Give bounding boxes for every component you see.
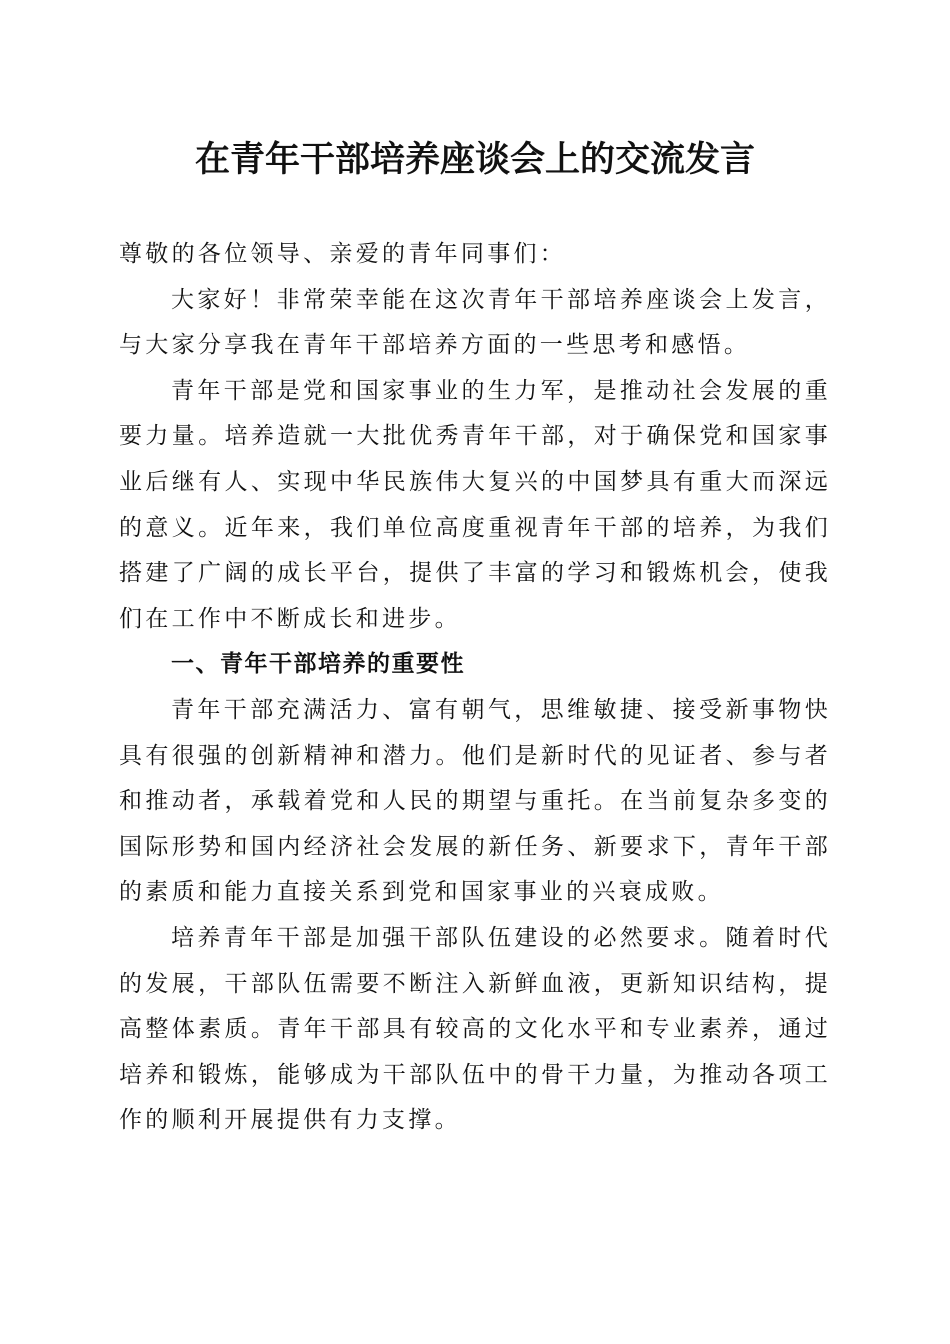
section-heading-importance: 一、青年干部培养的重要性	[171, 651, 465, 678]
document-body	[119, 232, 831, 1144]
salutation: 尊敬的各位领导、亲爱的青年同事们：	[119, 241, 567, 267]
paragraph-youth-qualities: 青年干部充满活力、富有朝气，思维敏捷、接受新事物快具有很强的创新精神和潜力。他们是新时代的见证者、参与者和推动者，承载着党和人民的期望与重托。在当前复杂多变的国际形势和国内经济社会发展的新任务、新要求下，青年干部的素质和能力直接关系到党和国家事业的兴衰成败。	[119, 696, 831, 906]
paragraph-team-building: 培养青年干部是加强干部队伍建设的必然要求。随着时代的发展，干部队伍需要不断注入新鲜血液，更新知识结构，提高整体素质。青年干部具有较高的文化水平和专业素养，通过培养和锻炼，能够成为干部队伍中的骨干力量，为推动各项工作的顺利开展提供有力支撑。	[119, 924, 831, 1134]
paragraph-greeting: 大家好！非常荣幸能在这次青年干部培养座谈会上发言，与大家分享我在青年干部培养方面的一些思考和感悟。	[119, 286, 831, 359]
page-title: 在青年干部培养座谈会上的交流发言	[194, 139, 755, 180]
paragraph-intro: 青年干部是党和国家事业的生力军，是推动社会发展的重要力量。培养造就一大批优秀青年干部，对于确保党和国家事业后继有人、实现中华民族伟大复兴的中国梦具有重大而深远的意义。近年来，我们单位高度重视青年干部的培养，为我们搭建了广阔的成长平台，提供了丰富的学习和锻炼机会，使我们在工作中不断成长和进步。	[119, 377, 831, 632]
